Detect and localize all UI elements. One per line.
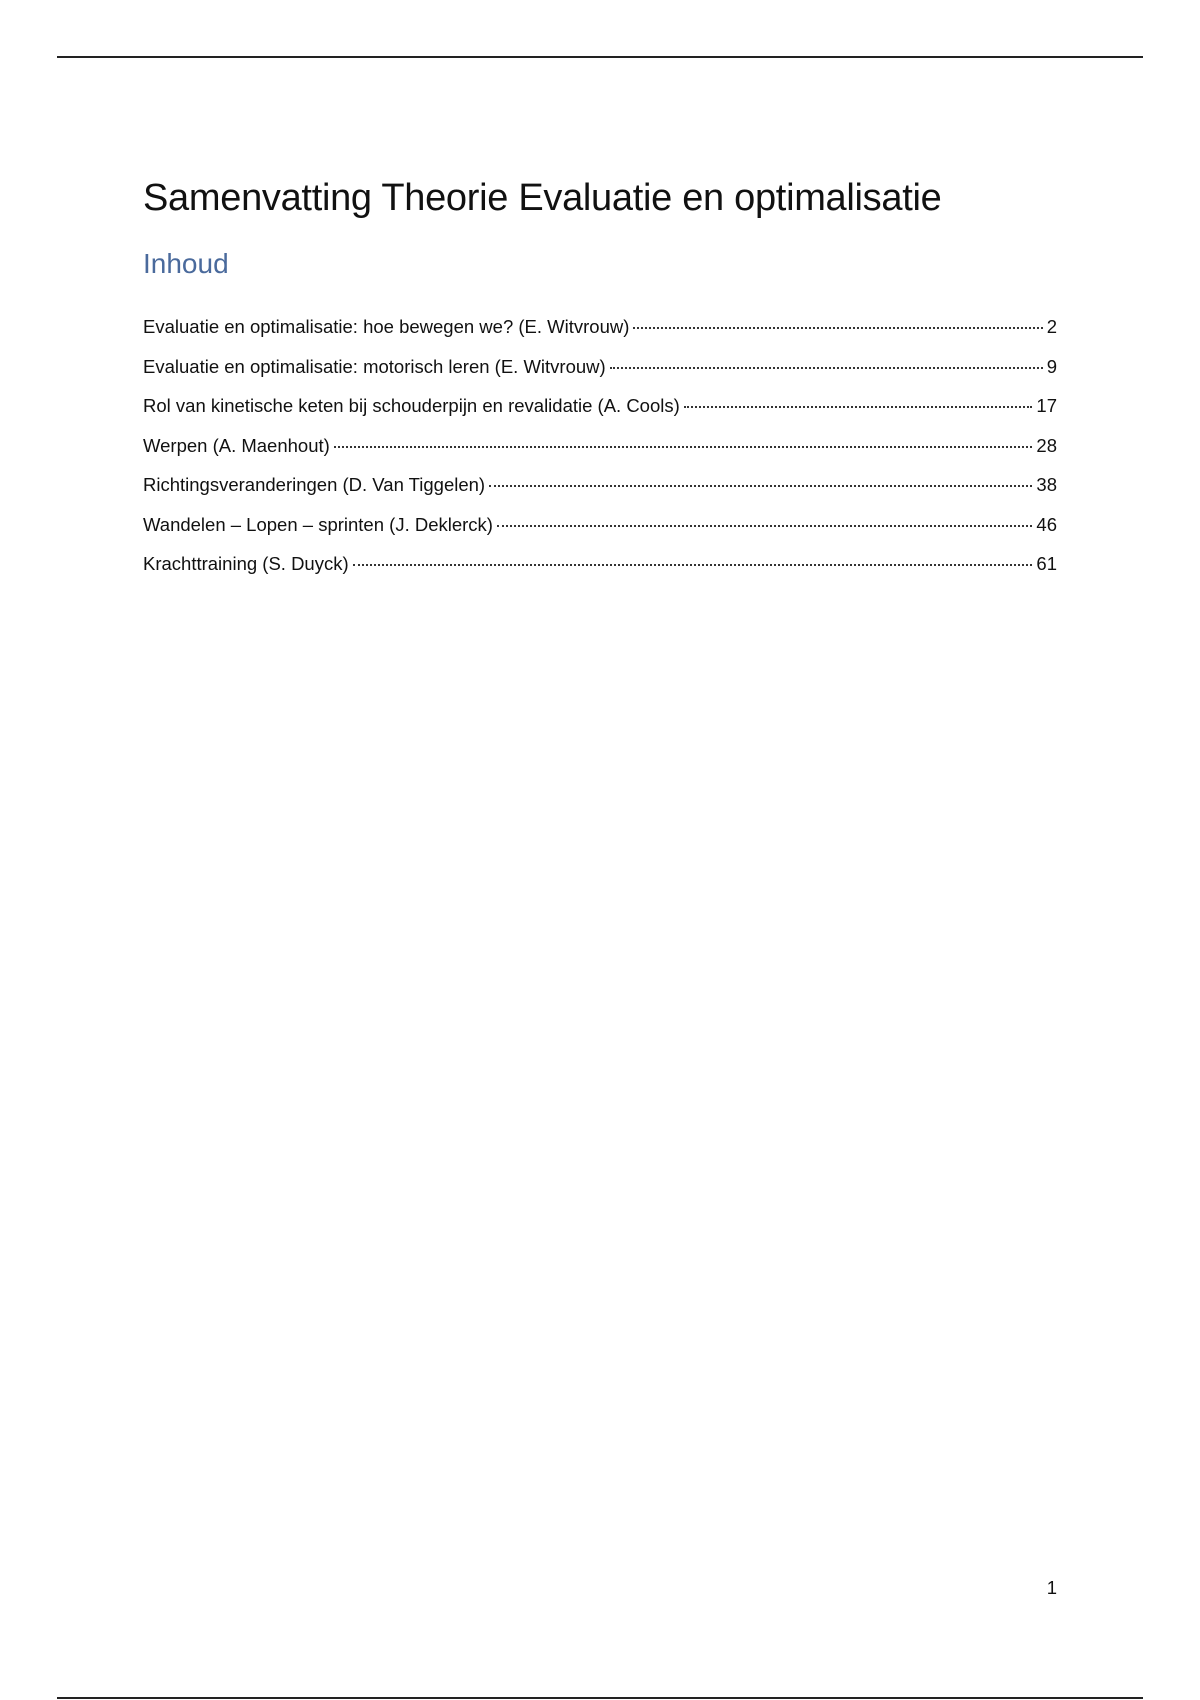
toc-entry[interactable] — [143, 512, 1057, 552]
table-of-contents — [143, 314, 1057, 591]
toc-entry-page: 17 — [1036, 395, 1057, 416]
document-body — [143, 170, 1057, 591]
toc-dot-leader — [633, 327, 1042, 329]
toc-entry-label: Richtingsveranderingen (D. Van Tiggelen) — [143, 474, 486, 495]
toc-entry[interactable] — [143, 314, 1057, 354]
toc-entry[interactable] — [143, 393, 1057, 433]
toc-entry-label: Krachttraining (S. Duyck) — [143, 553, 349, 574]
toc-entry-page: 9 — [1046, 355, 1057, 377]
toc-entry-label: Rol van kinetische keten bij schouderpijn en revalidatie (A. Cools) — [143, 395, 680, 416]
toc-entry[interactable] — [143, 551, 1057, 591]
toc-entry-label: Evaluatie en optimalisatie: hoe bewegen we? (E. Witvrouw) — [143, 316, 630, 337]
document-title: Samenvatting Theorie Evaluatie en optimalisatie — [143, 177, 942, 219]
toc-dot-leader — [334, 446, 1033, 448]
toc-dot-leader — [497, 525, 1032, 527]
toc-entry-page: 61 — [1036, 553, 1057, 574]
toc-entry-page: 46 — [1036, 513, 1057, 535]
toc-entry[interactable] — [143, 472, 1057, 512]
header-rule — [57, 56, 1143, 58]
toc-dot-leader — [684, 406, 1033, 408]
page-number: 1 — [1046, 1577, 1057, 1598]
toc-entry-label: Evaluatie en optimalisatie: motorisch leren (E. Witvrouw) — [143, 355, 606, 377]
footer-rule — [57, 1697, 1143, 1699]
toc-entry-page: 38 — [1036, 474, 1057, 495]
toc-dot-leader — [353, 564, 1033, 566]
toc-entry-page: 2 — [1046, 316, 1057, 337]
toc-entry-label: Werpen (A. Maenhout) — [143, 434, 330, 456]
toc-entry[interactable] — [143, 354, 1057, 394]
toc-entry-page: 28 — [1036, 434, 1057, 456]
toc-heading: Inhoud — [143, 248, 229, 279]
toc-dot-leader — [610, 367, 1043, 369]
toc-entry[interactable] — [143, 433, 1057, 473]
toc-entry-label: Wandelen – Lopen – sprinten (J. Deklerck) — [143, 513, 493, 535]
toc-dot-leader — [489, 485, 1032, 487]
